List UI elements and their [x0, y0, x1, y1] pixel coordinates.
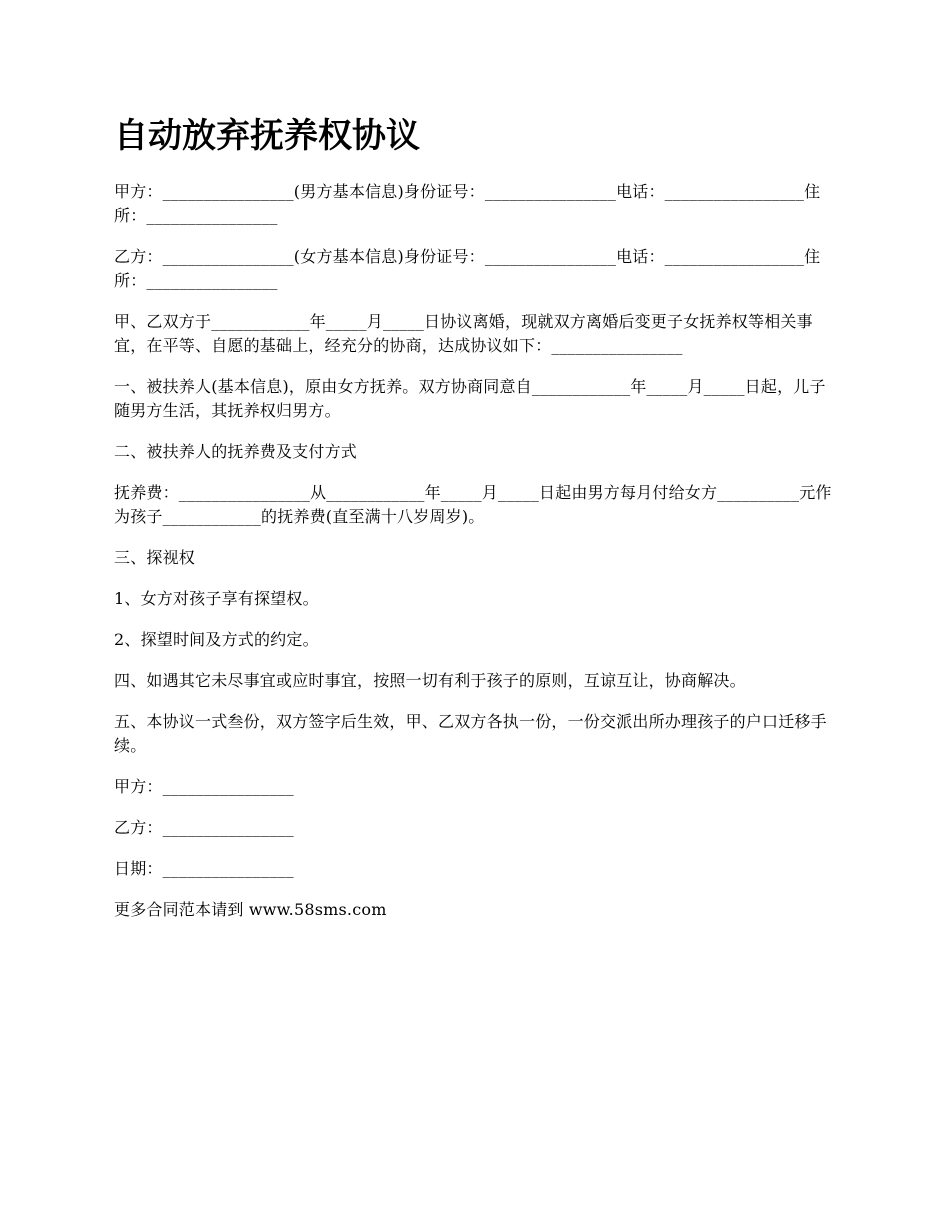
footer-note: 更多合同范本请到 www.58sms.com [114, 900, 387, 919]
visitation-item-1: 1、女方对孩子享有探望权。 [114, 589, 319, 608]
party-a-info: 甲方：________________(男方基本信息)身份证号：________________电话：_________________住所：________________ [114, 182, 821, 225]
signature-date: 日期：________________ [114, 859, 294, 878]
clause-one: 一、被扶养人(基本信息)，原由女方抚养。双方协商同意自____________年_____月_____日起，儿子随男方生活，其抚养权归男方。 [114, 377, 826, 420]
party-b-info: 乙方：________________(女方基本信息)身份证号：________________电话：_________________住所：________________ [114, 247, 821, 290]
signature-party-b: 乙方：________________ [114, 818, 294, 837]
signature-party-a: 甲方：________________ [114, 777, 294, 796]
clause-five: 五、本协议一式叁份，双方签字后生效，甲、乙双方各执一份，一份交派出所办理孩子的户口迁移手续。 [114, 712, 827, 755]
visitation-item-2: 2、探望时间及方式的约定。 [114, 630, 319, 649]
clause-four: 四、如遇其它未尽事宜或应时事宜，按照一切有利于孩子的原则，互谅互让，协商解决。 [114, 671, 746, 690]
document-title: 自动放弃抚养权协议 [114, 116, 420, 156]
document-page [114, 112, 840, 939]
support-fee-clause: 抚养费：________________从____________年_____月_____日起由男方每月付给女方__________元作为孩子____________的抚养费(直至满十八岁周岁)。 [114, 483, 832, 526]
clause-three-heading: 三、探视权 [114, 548, 196, 567]
agreement-preamble: 甲、乙双方于____________年_____月_____日协议离婚，现就双方离婚后变更子女抚养权等相关事宜，在平等、自愿的基础上，经充分的协商，达成协议如下：________________ [114, 312, 813, 355]
clause-two-heading: 二、被扶养人的抚养费及支付方式 [114, 442, 358, 461]
